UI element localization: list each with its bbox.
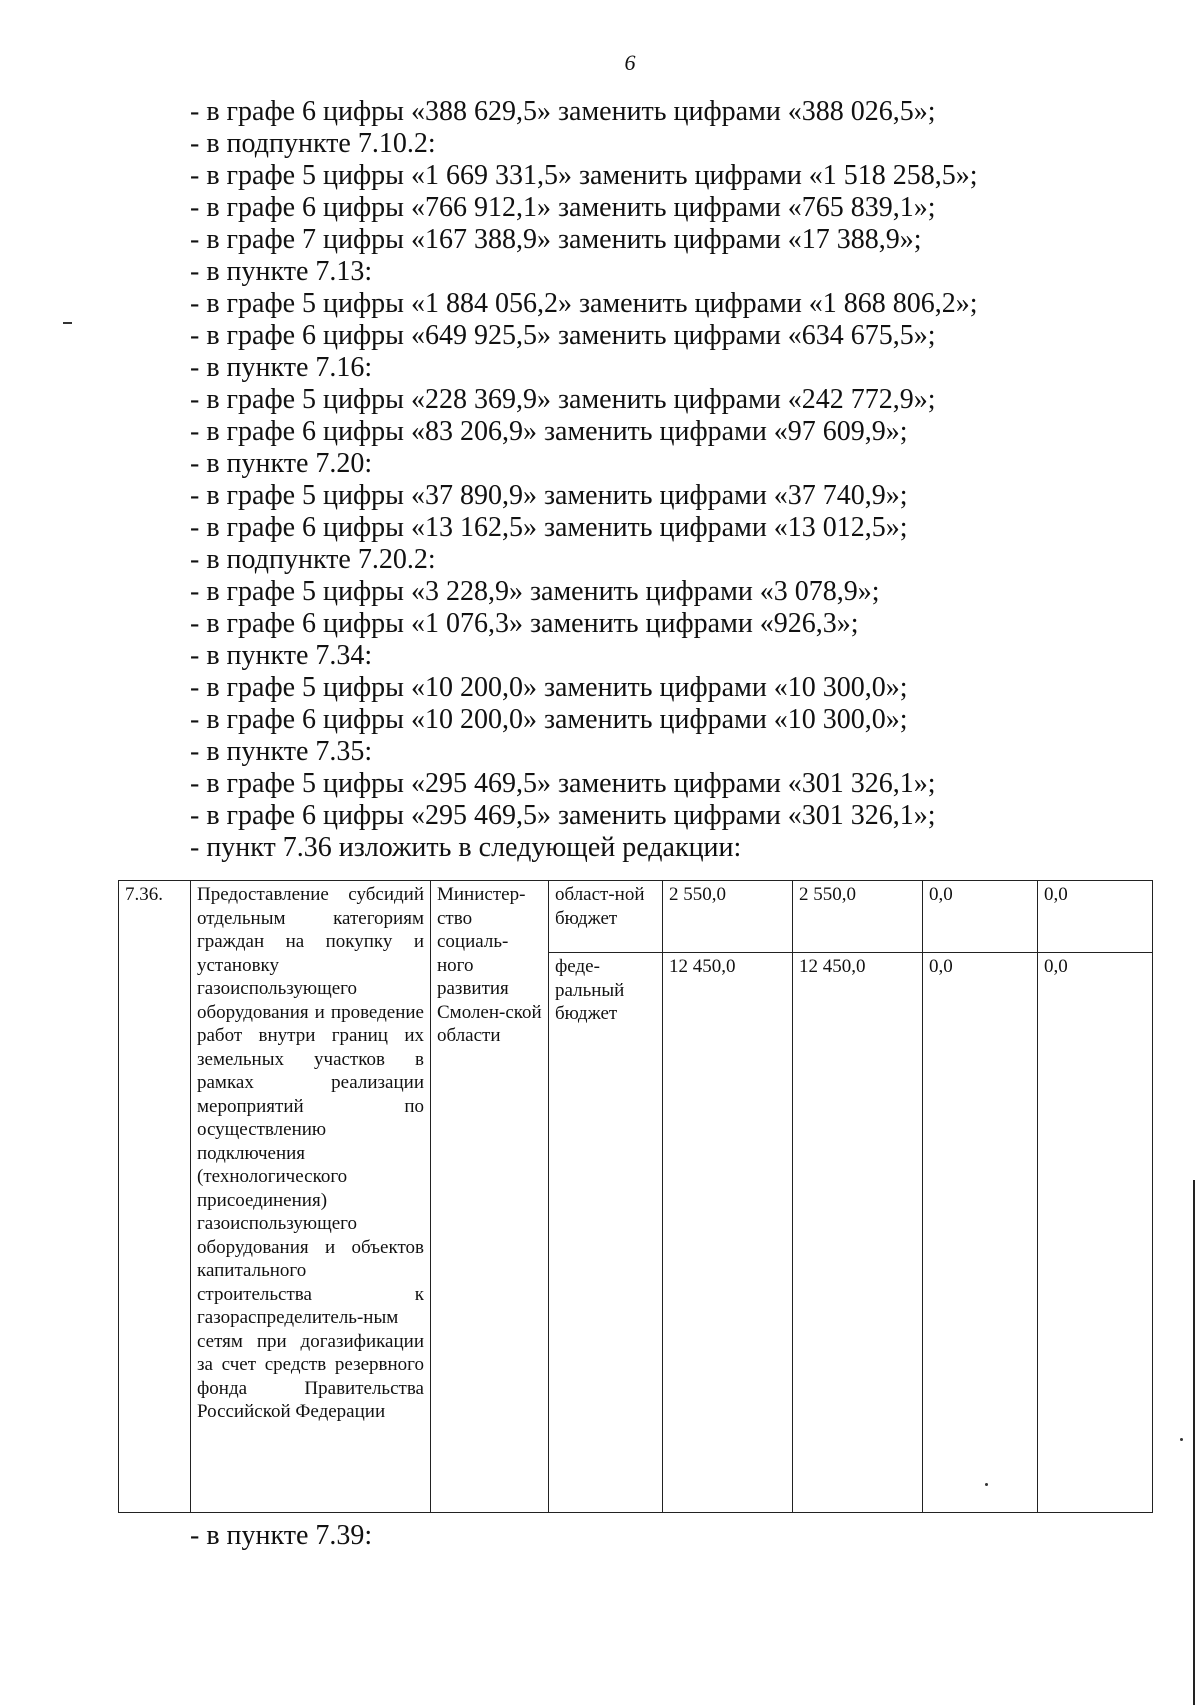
amendment-line: - в графе 5 цифры «1 884 056,2» заменить цифрами «1 868 806,2»; xyxy=(190,288,978,319)
scan-dot xyxy=(985,1483,988,1486)
amendment-line: - в пункте 7.13: xyxy=(190,256,373,287)
amendment-line: - в подпункте 7.10.2: xyxy=(190,128,436,159)
amendment-line: - в графе 6 цифры «766 912,1» заменить цифрами «765 839,1»; xyxy=(190,192,936,223)
amendment-line: - в графе 6 цифры «10 200,0» заменить цифрами «10 300,0»; xyxy=(190,704,908,735)
value-col7: 0,0 xyxy=(923,953,1038,1513)
amendment-line: - в графе 6 цифры «1 076,3» заменить цифрами «926,3»; xyxy=(190,608,859,639)
amendment-line: - в графе 5 цифры «295 469,5» заменить цифрами «301 326,1»; xyxy=(190,768,936,799)
amendment-line: - в графе 5 цифры «3 228,9» заменить цифрами «3 078,9»; xyxy=(190,576,880,607)
amendment-line: - в графе 6 цифры «295 469,5» заменить цифрами «301 326,1»; xyxy=(190,800,936,831)
page-number: 6 xyxy=(624,50,636,75)
value-col6: 12 450,0 xyxy=(793,953,923,1513)
value-col5: 12 450,0 xyxy=(663,953,793,1513)
amendment-list xyxy=(190,96,1030,864)
amendment-line: - в графе 5 цифры «37 890,9» заменить цифрами «37 740,9»; xyxy=(190,480,908,511)
amendment-line: - в пункте 7.35: xyxy=(190,736,373,767)
scan-mark xyxy=(63,322,72,324)
amendment-line: - в графе 5 цифры «228 369,9» заменить цифрами «242 772,9»; xyxy=(190,384,936,415)
amendment-line: - в пункте 7.20: xyxy=(190,448,373,479)
amendment-line: - в графе 6 цифры «388 629,5» заменить цифрами «388 026,5»; xyxy=(190,96,936,127)
amendment-line: - в графе 6 цифры «83 206,9» заменить цифрами «97 609,9»; xyxy=(190,416,908,447)
funding-source: феде-ральный бюджет xyxy=(549,953,663,1513)
amendment-line: - в подпункте 7.20.2: xyxy=(190,544,436,575)
executor: Министер-ство социаль-ного развития Смолен-ской области xyxy=(431,881,549,1513)
scan-edge-line xyxy=(1193,1180,1195,1705)
value-col7: 0,0 xyxy=(923,881,1038,953)
amendment-line: - в графе 5 цифры «10 200,0» заменить цифрами «10 300,0»; xyxy=(190,672,908,703)
after-table-line: - в пункте 7.39: xyxy=(190,1520,373,1551)
scan-dot xyxy=(1180,1438,1183,1441)
amendment-line: - пункт 7.36 изложить в следующей редакции: xyxy=(190,832,742,863)
value-col5: 2 550,0 xyxy=(663,881,793,953)
item-number: 7.36. xyxy=(119,881,191,1513)
amendment-line: - в графе 5 цифры «1 669 331,5» заменить цифрами «1 518 258,5»; xyxy=(190,160,978,191)
measure-table xyxy=(118,880,1153,1513)
amendment-line: - в графе 7 цифры «167 388,9» заменить цифрами «17 388,9»; xyxy=(190,224,922,255)
value-col8: 0,0 xyxy=(1038,953,1153,1513)
amendment-line: - в пункте 7.16: xyxy=(190,352,373,383)
amendment-line: - в графе 6 цифры «13 162,5» заменить цифрами «13 012,5»; xyxy=(190,512,908,543)
funding-source: област-ной бюджет xyxy=(549,881,663,953)
amendment-line: - в пункте 7.34: xyxy=(190,640,373,671)
measure-description: Предоставление субсидий отдельным категориям граждан на покупку и установку газоиспользующего оборудования и проведение работ внутри границ их земельных участков в рамках реализации мероприятий по осуществлению подключения (технологического присоединения) газоиспользующего оборудования и объектов капитального строительства к газораспределитель-ным сетям при догазификации за счет средств резервного фонда Правительства Российской Федерации xyxy=(191,881,431,1513)
value-col6: 2 550,0 xyxy=(793,881,923,953)
value-col8: 0,0 xyxy=(1038,881,1153,953)
amendment-line: - в графе 6 цифры «649 925,5» заменить цифрами «634 675,5»; xyxy=(190,320,936,351)
